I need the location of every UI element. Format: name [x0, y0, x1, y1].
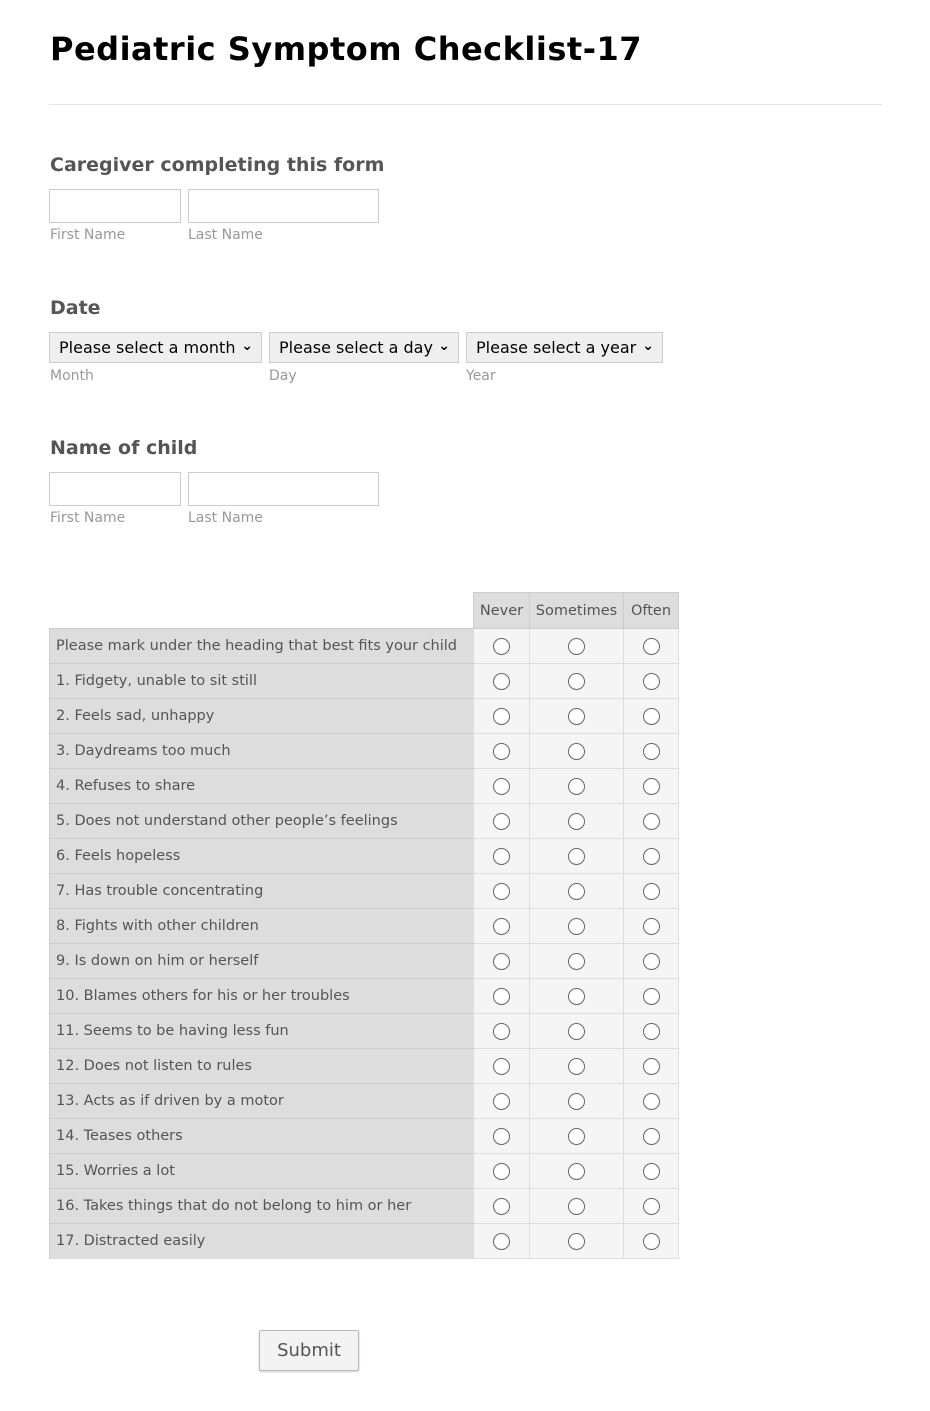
radio-never[interactable] [493, 673, 510, 690]
day-select[interactable] [269, 332, 459, 363]
table-row [50, 1224, 679, 1259]
cell-often [624, 1014, 679, 1049]
radio-sometimes[interactable] [568, 1163, 585, 1180]
page-title: Pediatric Symptom Checklist-17 [50, 30, 643, 68]
radio-never[interactable] [493, 1058, 510, 1075]
radio-sometimes[interactable] [568, 918, 585, 935]
cell-sometimes [530, 1224, 624, 1259]
question-label: 17. Distracted easily [50, 1224, 474, 1259]
cell-often [624, 1084, 679, 1119]
cell-never [474, 699, 530, 734]
cell-never [474, 804, 530, 839]
caregiver-last-name-sublabel: Last Name [188, 227, 263, 243]
month-sublabel: Month [50, 368, 94, 384]
radio-never[interactable] [493, 638, 510, 655]
radio-often[interactable] [643, 988, 660, 1005]
question-label: 8. Fights with other children [50, 909, 474, 944]
cell-never [474, 1119, 530, 1154]
matrix-corner [50, 593, 474, 629]
month-select[interactable] [49, 332, 262, 363]
cell-sometimes [530, 699, 624, 734]
table-row [50, 629, 679, 664]
cell-sometimes [530, 769, 624, 804]
cell-often [624, 1119, 679, 1154]
cell-never [474, 664, 530, 699]
table-row [50, 1154, 679, 1189]
year-select-value: Please select a year [476, 338, 637, 357]
cell-sometimes [530, 664, 624, 699]
radio-never[interactable] [493, 848, 510, 865]
chevron-down-icon: ⌄ [642, 338, 654, 354]
cell-sometimes [530, 629, 624, 664]
radio-sometimes[interactable] [568, 1093, 585, 1110]
cell-sometimes [530, 804, 624, 839]
day-select-value: Please select a day [279, 338, 433, 357]
caregiver-first-name-sublabel: First Name [50, 227, 126, 243]
radio-never[interactable] [493, 743, 510, 760]
radio-never[interactable] [493, 1023, 510, 1040]
radio-never[interactable] [493, 1233, 510, 1250]
cell-often [624, 664, 679, 699]
cell-often [624, 1049, 679, 1084]
question-label: 11. Seems to be having less fun [50, 1014, 474, 1049]
cell-sometimes [530, 1154, 624, 1189]
table-row [50, 1119, 679, 1154]
cell-never [474, 1224, 530, 1259]
question-label: 4. Refuses to share [50, 769, 474, 804]
divider [49, 104, 882, 105]
child-last-name-sublabel: Last Name [188, 510, 263, 526]
cell-never [474, 909, 530, 944]
radio-sometimes[interactable] [568, 848, 585, 865]
question-label: 12. Does not listen to rules [50, 1049, 474, 1084]
cell-often [624, 804, 679, 839]
caregiver-label: Caregiver completing this form [50, 154, 385, 176]
cell-sometimes [530, 734, 624, 769]
cell-often [624, 874, 679, 909]
cell-never [474, 944, 530, 979]
radio-often[interactable] [643, 1128, 660, 1145]
radio-never[interactable] [493, 883, 510, 900]
chevron-down-icon: ⌄ [438, 338, 450, 354]
radio-never[interactable] [493, 1163, 510, 1180]
table-row [50, 874, 679, 909]
table-row [50, 1189, 679, 1224]
table-row [50, 1084, 679, 1119]
radio-often[interactable] [643, 743, 660, 760]
radio-sometimes[interactable] [568, 953, 585, 970]
radio-often[interactable] [643, 708, 660, 725]
question-label: 14. Teases others [50, 1119, 474, 1154]
radio-never[interactable] [493, 918, 510, 935]
cell-often [624, 979, 679, 1014]
radio-often[interactable] [643, 638, 660, 655]
cell-sometimes [530, 874, 624, 909]
cell-never [474, 734, 530, 769]
caregiver-last-name-input[interactable] [188, 189, 379, 223]
radio-sometimes[interactable] [568, 638, 585, 655]
year-sublabel: Year [466, 368, 496, 384]
radio-never[interactable] [493, 1198, 510, 1215]
submit-button[interactable]: Submit [259, 1330, 359, 1371]
radio-never[interactable] [493, 708, 510, 725]
cell-often [624, 769, 679, 804]
cell-often [624, 839, 679, 874]
radio-never[interactable] [493, 988, 510, 1005]
cell-often [624, 1154, 679, 1189]
question-label: 1. Fidgety, unable to sit still [50, 664, 474, 699]
radio-sometimes[interactable] [568, 1023, 585, 1040]
question-label: 2. Feels sad, unhappy [50, 699, 474, 734]
radio-never[interactable] [493, 778, 510, 795]
question-label: 6. Feels hopeless [50, 839, 474, 874]
table-row [50, 944, 679, 979]
radio-sometimes[interactable] [568, 743, 585, 760]
question-label: 9. Is down on him or herself [50, 944, 474, 979]
question-label: 5. Does not understand other people’s feelings [50, 804, 474, 839]
radio-sometimes[interactable] [568, 813, 585, 830]
radio-often[interactable] [643, 953, 660, 970]
column-header-often: Often [624, 593, 679, 629]
radio-often[interactable] [643, 848, 660, 865]
question-label: 7. Has trouble concentrating [50, 874, 474, 909]
radio-sometimes[interactable] [568, 1233, 585, 1250]
cell-never [474, 629, 530, 664]
child-last-name-input[interactable] [188, 472, 379, 506]
symptom-matrix [49, 592, 679, 1259]
question-label: 16. Takes things that do not belong to him or her [50, 1189, 474, 1224]
cell-never [474, 979, 530, 1014]
table-row [50, 734, 679, 769]
table-row [50, 839, 679, 874]
cell-never [474, 1154, 530, 1189]
radio-sometimes[interactable] [568, 883, 585, 900]
cell-often [624, 1224, 679, 1259]
question-label: 10. Blames others for his or her troubles [50, 979, 474, 1014]
question-label: 15. Worries a lot [50, 1154, 474, 1189]
table-row [50, 804, 679, 839]
radio-never[interactable] [493, 1128, 510, 1145]
cell-sometimes [530, 909, 624, 944]
question-label: 3. Daydreams too much [50, 734, 474, 769]
child-first-name-input[interactable] [49, 472, 181, 506]
radio-often[interactable] [643, 918, 660, 935]
radio-sometimes[interactable] [568, 1198, 585, 1215]
table-row [50, 699, 679, 734]
radio-sometimes[interactable] [568, 1128, 585, 1145]
year-select[interactable] [466, 332, 663, 363]
radio-often[interactable] [643, 673, 660, 690]
cell-sometimes [530, 839, 624, 874]
cell-never [474, 1084, 530, 1119]
question-label: Please mark under the heading that best fits your child [50, 629, 474, 664]
cell-often [624, 629, 679, 664]
question-label: 13. Acts as if driven by a motor [50, 1084, 474, 1119]
column-header-never: Never [474, 593, 530, 629]
cell-sometimes [530, 1049, 624, 1084]
cell-often [624, 699, 679, 734]
radio-often[interactable] [643, 813, 660, 830]
radio-often[interactable] [643, 1163, 660, 1180]
radio-sometimes[interactable] [568, 778, 585, 795]
cell-sometimes [530, 1119, 624, 1154]
cell-never [474, 839, 530, 874]
table-row [50, 1014, 679, 1049]
cell-never [474, 1049, 530, 1084]
cell-never [474, 769, 530, 804]
radio-often[interactable] [643, 778, 660, 795]
table-row [50, 664, 679, 699]
cell-sometimes [530, 944, 624, 979]
radio-often[interactable] [643, 1058, 660, 1075]
child-first-name-sublabel: First Name [50, 510, 126, 526]
radio-often[interactable] [643, 1093, 660, 1110]
radio-sometimes[interactable] [568, 1058, 585, 1075]
date-label: Date [50, 297, 101, 319]
radio-never[interactable] [493, 1093, 510, 1110]
radio-often[interactable] [643, 1023, 660, 1040]
radio-sometimes[interactable] [568, 673, 585, 690]
radio-never[interactable] [493, 953, 510, 970]
cell-often [624, 909, 679, 944]
cell-sometimes [530, 1014, 624, 1049]
table-row [50, 769, 679, 804]
radio-often[interactable] [643, 1198, 660, 1215]
radio-never[interactable] [493, 813, 510, 830]
radio-sometimes[interactable] [568, 988, 585, 1005]
chevron-down-icon: ⌄ [241, 338, 253, 354]
cell-never [474, 1014, 530, 1049]
cell-sometimes [530, 1189, 624, 1224]
caregiver-first-name-input[interactable] [49, 189, 181, 223]
month-select-value: Please select a month [59, 338, 236, 357]
child-name-label: Name of child [50, 437, 198, 459]
table-row [50, 1049, 679, 1084]
radio-sometimes[interactable] [568, 708, 585, 725]
cell-never [474, 874, 530, 909]
radio-often[interactable] [643, 1233, 660, 1250]
column-header-sometimes: Sometimes [530, 593, 624, 629]
day-sublabel: Day [269, 368, 297, 384]
cell-sometimes [530, 1084, 624, 1119]
cell-often [624, 944, 679, 979]
radio-often[interactable] [643, 883, 660, 900]
cell-never [474, 1189, 530, 1224]
table-row [50, 909, 679, 944]
cell-often [624, 734, 679, 769]
table-row [50, 979, 679, 1014]
cell-often [624, 1189, 679, 1224]
cell-sometimes [530, 979, 624, 1014]
